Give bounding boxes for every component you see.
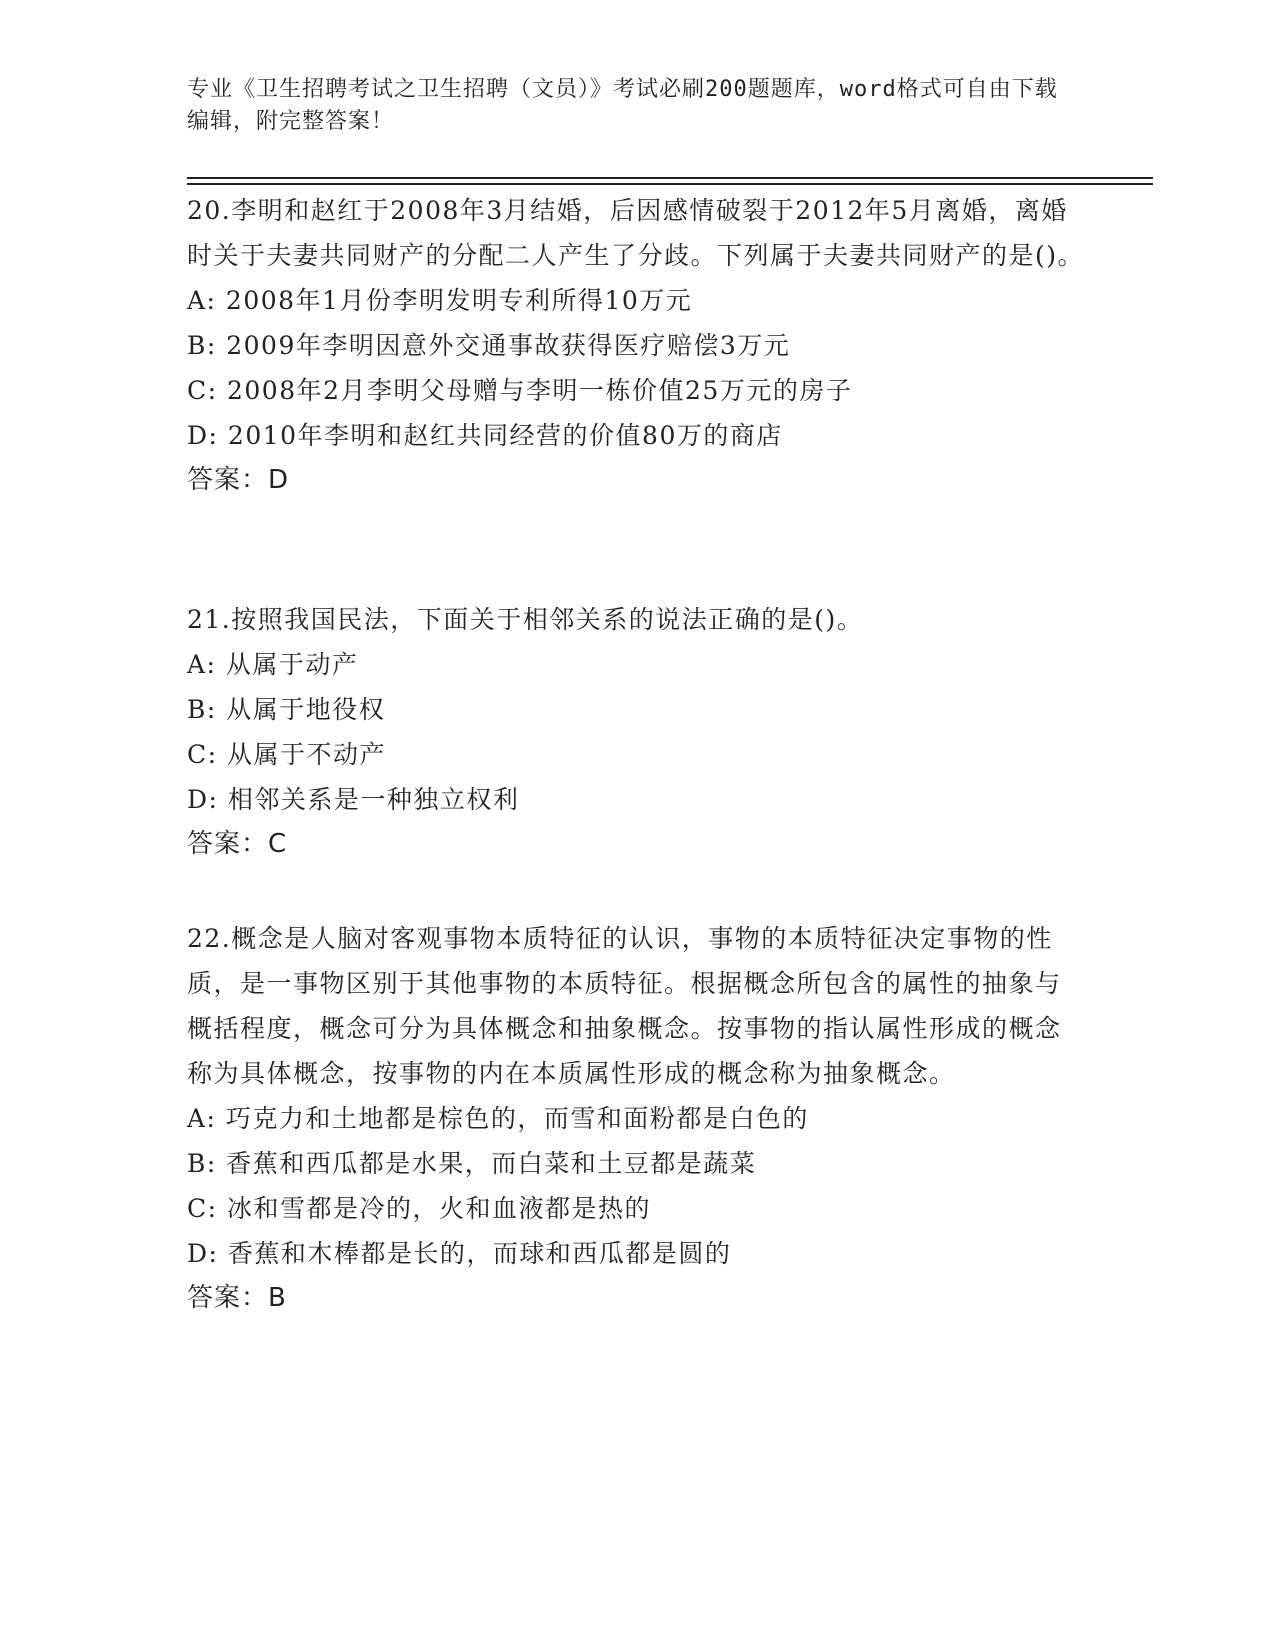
header-rule-top xyxy=(187,177,1153,179)
option-c: C: 2008年2月李明父母赠与李明一栋价值25万元的房子 xyxy=(187,376,853,405)
option-c: C: 从属于不动产 xyxy=(187,740,386,769)
answer: 答案：B xyxy=(187,1283,287,1313)
answer: 答案：C xyxy=(187,829,288,859)
question-20 xyxy=(187,188,1087,503)
option-b: B: 香蕉和西瓜都是水果，而白菜和土豆都是蔬菜 xyxy=(187,1149,757,1178)
question-22 xyxy=(187,916,1087,1321)
option-a: A: 2008年1月份李明发明专利所得10万元 xyxy=(187,286,693,315)
option-d: D: 香蕉和木棒都是长的，而球和西瓜都是圆的 xyxy=(187,1239,732,1268)
document-header: 专业《卫生招聘考试之卫生招聘（文员）》考试必刷200题题库，word格式可自由下载编辑，附完整答案！ xyxy=(187,77,1058,134)
option-b: B: 从属于地役权 xyxy=(187,695,386,724)
question-stem: 21.按照我国民法，下面关于相邻关系的说法正确的是()。 xyxy=(187,605,864,634)
question-stem: 20.李明和赵红于2008年3月结婚，后因感情破裂于2012年5月离婚，离婚时关于夫妻共同财产的分配二人产生了分歧。下列属于夫妻共同财产的是()。 xyxy=(187,196,1085,270)
option-d: D: 2010年李明和赵红共同经营的价值80万的商店 xyxy=(187,421,783,450)
question-stem: 22.概念是人脑对客观事物本质特征的认识，事物的本质特征决定事物的性质，是一事物区别于其他事物的本质特征。根据概念所包含的属性的抽象与概括程度，概念可分为具体概念和抽象概念。按事物的指认属性形成的概念称为具体概念，按事物的内在本质属性形成的概念称为抽象概念。 xyxy=(187,924,1062,1088)
option-b: B: 2009年李明因意外交通事故获得医疗赔偿3万元 xyxy=(187,331,791,360)
answer: 答案：D xyxy=(187,465,290,495)
option-a: A: 从属于动产 xyxy=(187,650,359,679)
option-a: A: 巧克力和土地都是棕色的，而雪和面粉都是白色的 xyxy=(187,1104,809,1133)
option-d: D: 相邻关系是一种独立权利 xyxy=(187,785,520,814)
question-21 xyxy=(187,597,1087,867)
option-c: C: 冰和雪都是冷的，火和血液都是热的 xyxy=(187,1194,651,1223)
header-rule-bottom xyxy=(187,183,1153,185)
